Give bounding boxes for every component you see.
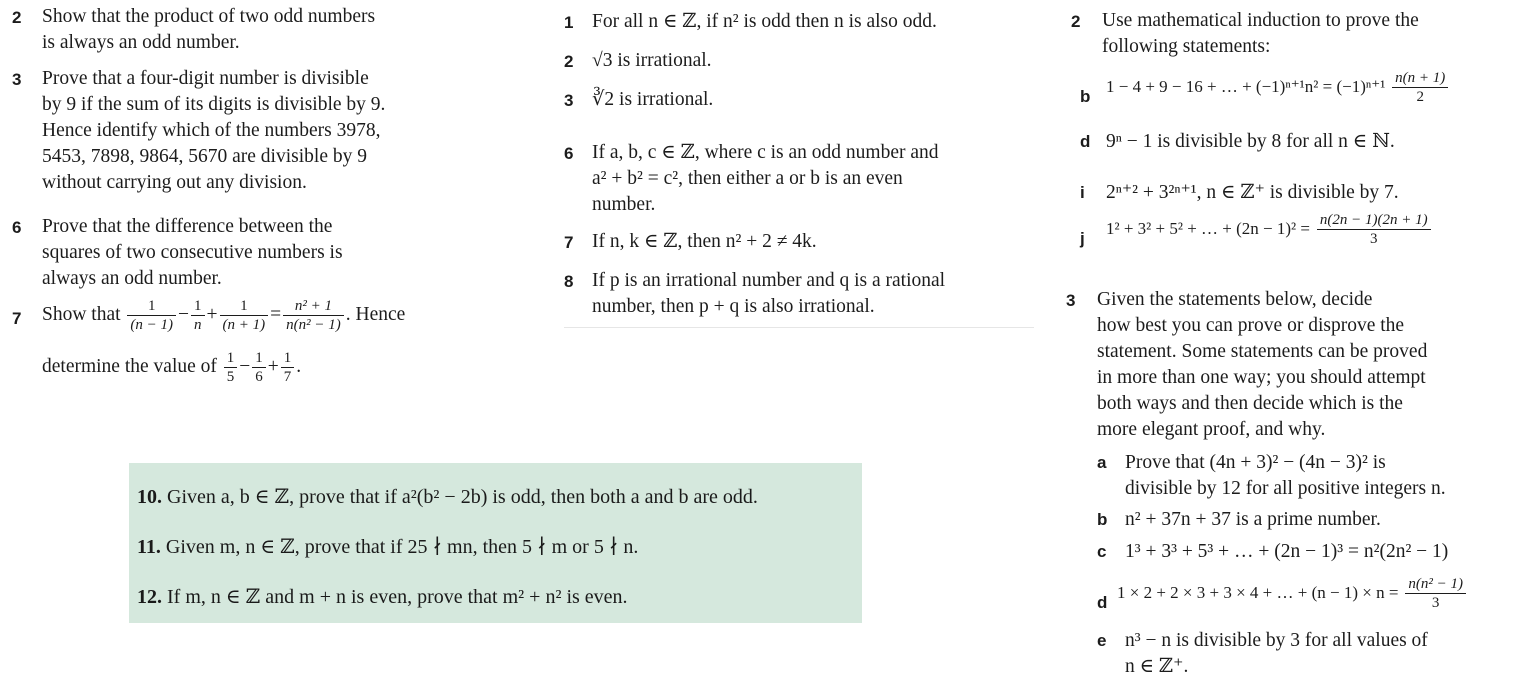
fraction: $\frac{1}{7}$ <box>281 350 295 385</box>
question-text: For all n ∈ ℤ, if n² is odd then n is also odd. <box>592 11 937 32</box>
question-text-line-2: determine the value of $\frac{1}{5}$ − $\frac{1}{6}$ + $\frac{1}{7}$ . <box>42 350 302 385</box>
divider <box>564 327 1034 328</box>
fraction: $\frac{n(2n - 1)(2n + 1)}{3}$ <box>1317 212 1431 247</box>
question-number: 8 <box>564 272 574 291</box>
fraction: $\frac{1}{6}$ <box>252 350 266 385</box>
part-text: n² + 37n + 37 is a prime number. <box>1125 509 1381 530</box>
question-number: 7 <box>12 309 22 328</box>
fraction: $\frac{1}{(n + 1)}$ <box>220 298 269 333</box>
question-number: 3 <box>1066 291 1076 310</box>
question-text: Prove that the difference between the squares of two consecutive numbers is always an odd number. <box>42 216 343 289</box>
question-text: √3 is irrational. <box>592 50 712 71</box>
question-number: 3 <box>12 70 22 89</box>
part-letter: j <box>1080 229 1085 248</box>
question-number: 6 <box>12 218 22 237</box>
part-letter: e <box>1097 631 1107 650</box>
question-text: Show that $\frac{1}{(n - 1)}$ − $\frac{1}{n}$ + $\frac{1}{(n + 1)}$ = $\frac{\text{n² + 1}}{\text{n(n² − 1)}}$ . Hence <box>42 298 406 333</box>
question-text: If p is an irrational number and q is a rational number, then p + q is also irrational. <box>592 270 946 317</box>
part-letter: i <box>1080 183 1085 202</box>
question-number: 7 <box>564 233 574 252</box>
part-text: n³ − n is divisible by 3 for all values of n ∈ ℤ⁺. <box>1125 630 1428 677</box>
part-letter: c <box>1097 542 1107 561</box>
fraction: $\frac{1}{n}$ <box>191 298 205 333</box>
part-text: Prove that (4n + 3)² − (4n − 3)² is divisible by 12 for all positive integers n. <box>1125 452 1446 499</box>
question-box-11: 11. Given m, n ∈ ℤ, prove that if 25 ∤ mn, then 5 ∤ m or 5 ∤ n. <box>137 536 639 558</box>
question-number: 1 <box>564 13 574 32</box>
part-letter: b <box>1097 510 1108 529</box>
question-text: Use mathematical induction to prove the following statements: <box>1102 10 1419 57</box>
question-text: If a, b, c ∈ ℤ, where c is an odd number and a² + b² = c², then either a or b is an even number. <box>592 142 939 215</box>
part-letter: d <box>1097 593 1108 612</box>
fraction: $\frac{1}{5}$ <box>224 350 238 385</box>
question-text: Given the statements below, decide how best you can prove or disprove the statement. Some statements can be proved in more than one way; you should attempt both ways and then decide which is the more elegant proof, and why. <box>1097 289 1428 440</box>
part-letter: b <box>1080 87 1091 106</box>
part-text: 1³ + 3³ + 5³ + … + (2n − 1)³ = n²(2n² − 1) <box>1125 541 1449 562</box>
question-number: 2 <box>1071 12 1081 31</box>
question-box-12: 12. If m, n ∈ ℤ and m + n is even, prove that m² + n² is even. <box>137 586 628 608</box>
fraction: $\frac{\text{n² + 1}}{\text{n(n² − 1)}}$ <box>283 298 344 333</box>
question-box-10: 10. Given a, b ∈ ℤ, prove that if a²(b² − 2b) is odd, then both a and b are odd. <box>137 486 758 508</box>
green-exercise-box <box>129 463 862 623</box>
question-text: ∛2 is irrational. <box>592 89 714 110</box>
fraction: $\frac{1}{(n - 1)}$ <box>127 298 176 333</box>
question-number: 2 <box>12 8 22 27</box>
part-text: 9ⁿ − 1 is divisible by 8 for all n ∈ ℕ. <box>1106 131 1395 152</box>
part-letter: a <box>1097 453 1107 472</box>
part-text: 1 × 2 + 2 × 3 + 3 × 4 + … + (n − 1) × n = $\frac{\text{n(n² − 1)}}{3}$ <box>1117 576 1468 611</box>
part-letter: d <box>1080 132 1091 151</box>
question-text: Show that the product of two odd numbers is always an odd number. <box>42 6 376 53</box>
question-number: 3 <box>564 91 574 110</box>
question-text: If n, k ∈ ℤ, then n² + 2 ≠ 4k. <box>592 231 817 252</box>
question-number: 6 <box>564 144 574 163</box>
part-text: 1² + 3² + 5² + … + (2n − 1)² = $\frac{n(2n - 1)(2n + 1)}{3}$ <box>1106 212 1433 247</box>
part-text: 2ⁿ⁺² + 3²ⁿ⁺¹, n ∈ ℤ⁺ is divisible by 7. <box>1106 182 1399 203</box>
fraction: $\frac{n(n + 1)}{2}$ <box>1392 70 1448 105</box>
question-number: 2 <box>564 52 574 71</box>
question-text: Prove that a four-digit number is divisible by 9 if the sum of its digits is divisible by 9. Hence identify which of the numbers 3978, 5453, 7898, 9864, 5670 are divisible by 9 without carrying out any division. <box>42 68 386 193</box>
fraction: $\frac{\text{n(n² − 1)}}{3}$ <box>1405 576 1466 611</box>
part-text: 1 − 4 + 9 − 16 + … + (−1)ⁿ⁺¹n² = (−1)ⁿ⁺¹ $\frac{n(n + 1)}{2}$ <box>1106 70 1450 105</box>
